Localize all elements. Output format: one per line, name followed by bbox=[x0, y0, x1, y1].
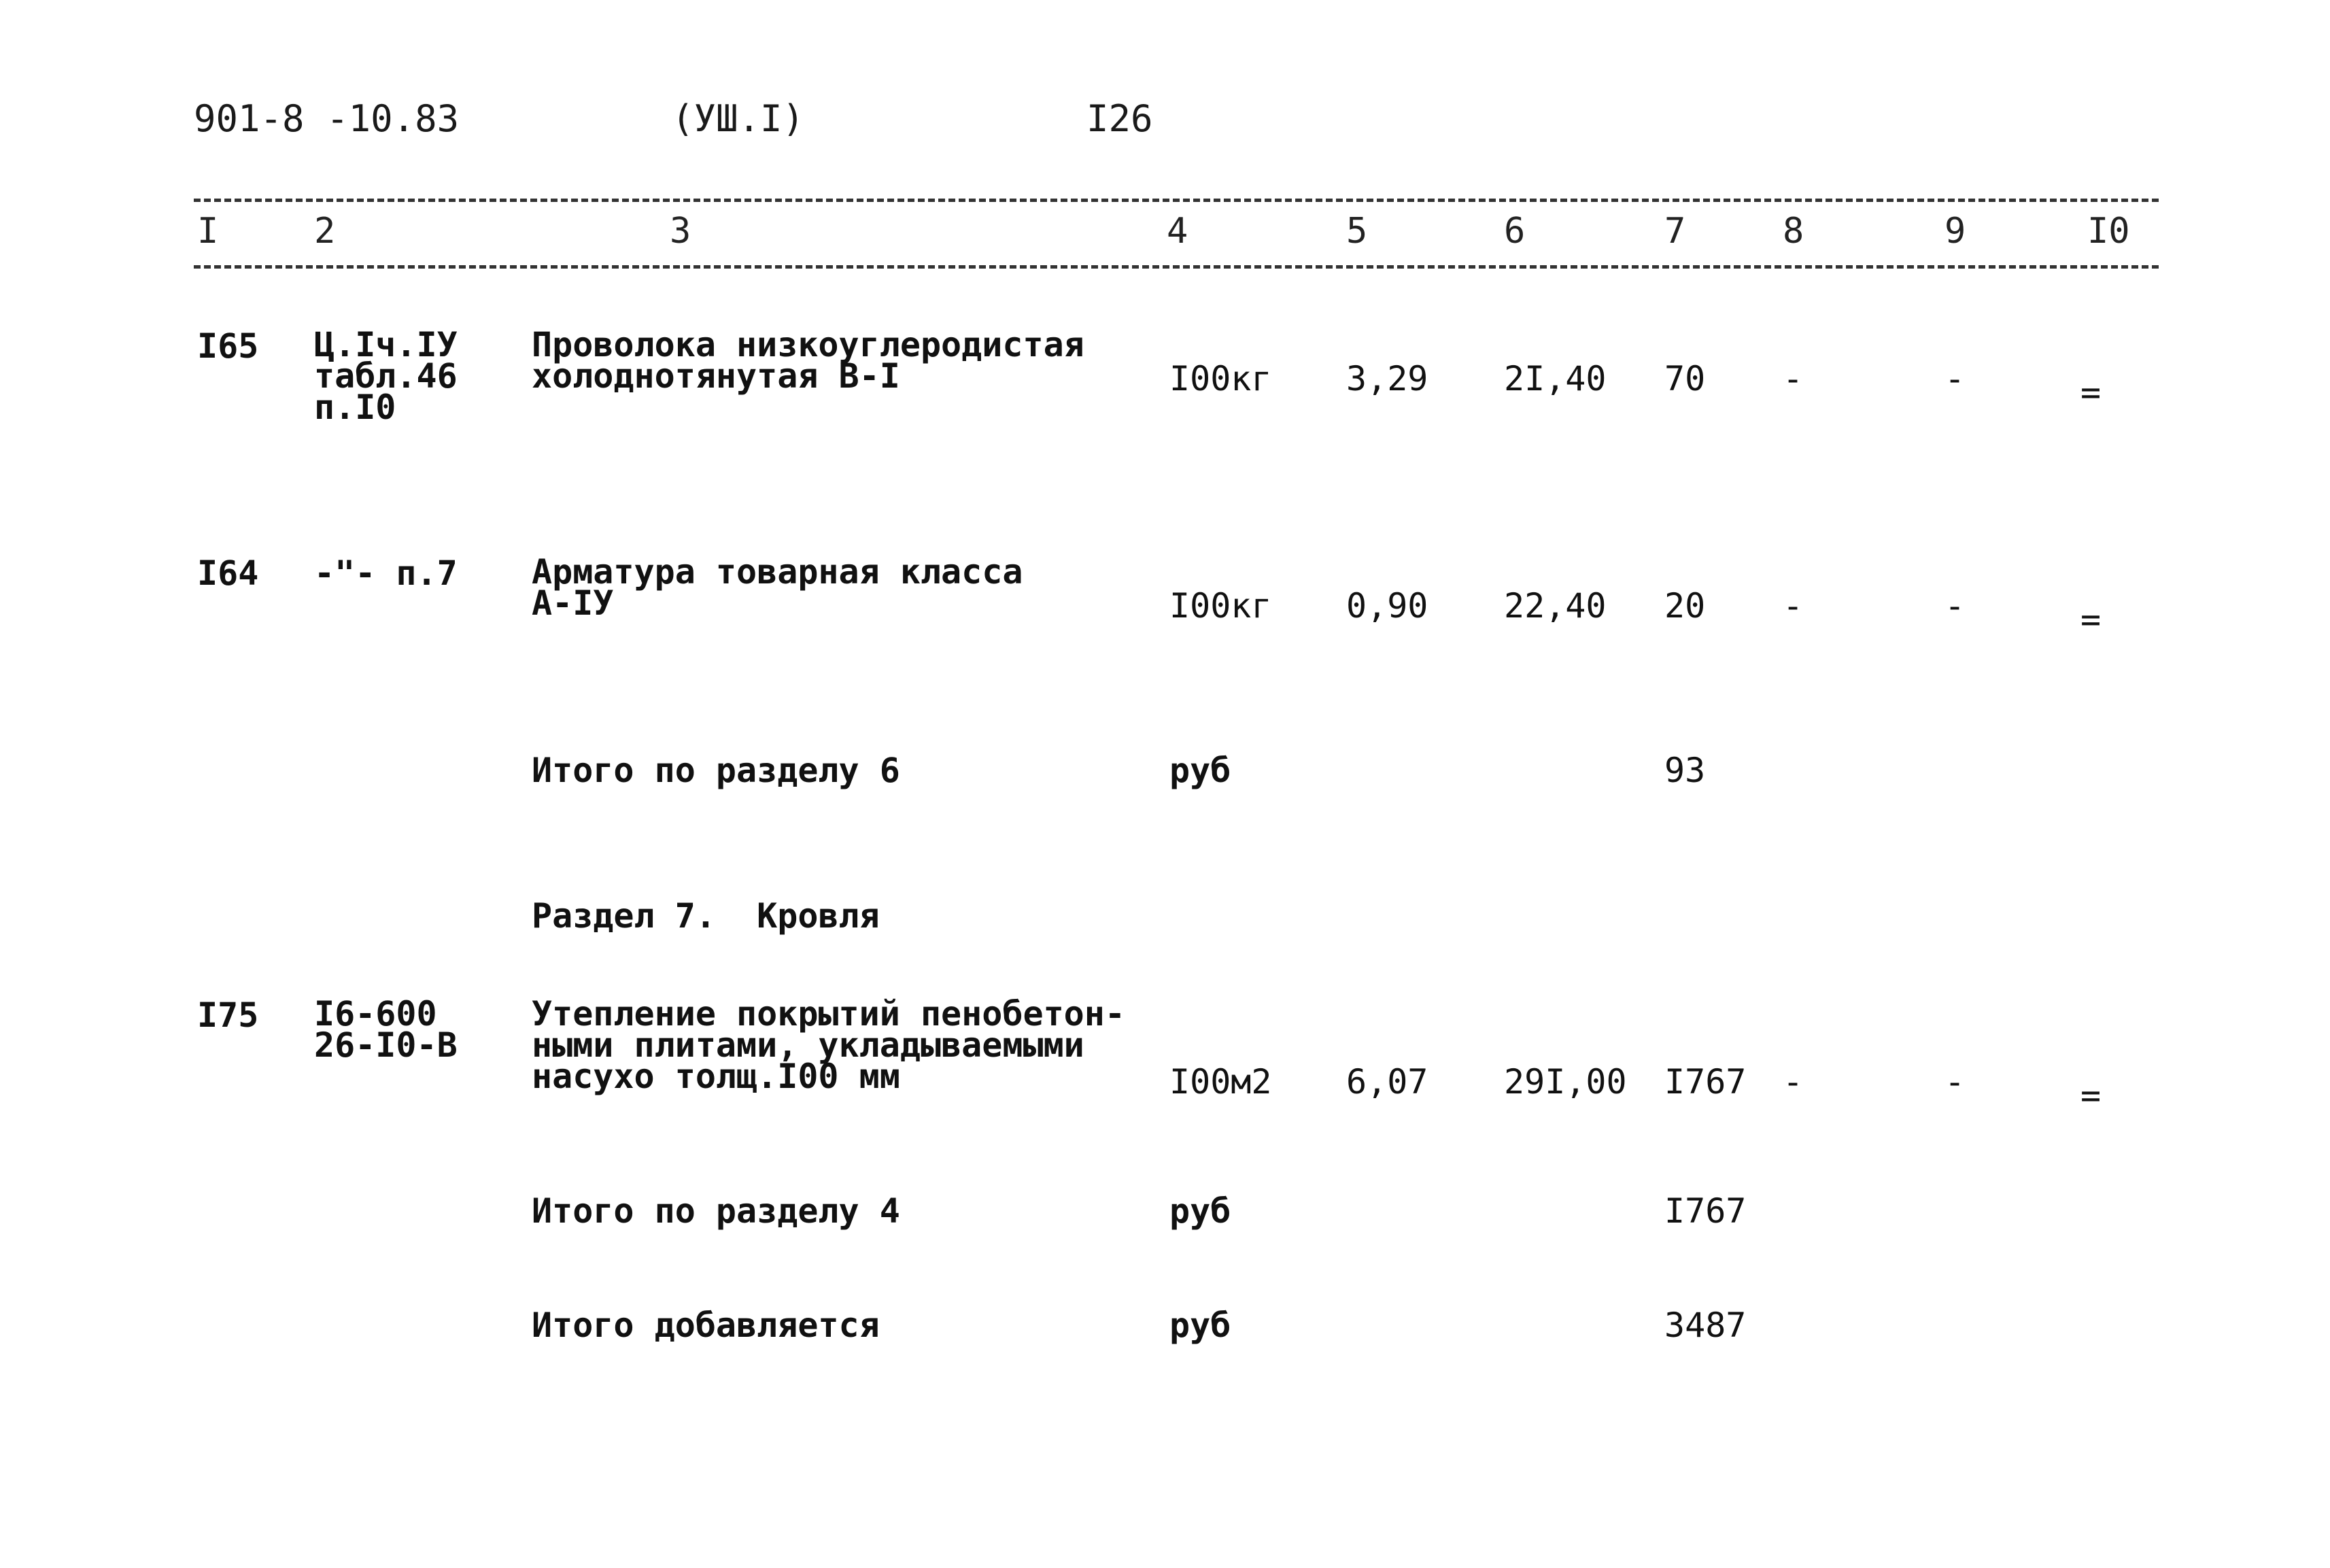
row-column-9: - bbox=[1944, 359, 1966, 398]
grand-total-unit: руб bbox=[1169, 1306, 1231, 1345]
row-quantity: 0,90 bbox=[1346, 586, 1428, 626]
column-header-2: 2 bbox=[314, 211, 336, 252]
grand-total-label: Итого добавляется bbox=[532, 1306, 880, 1345]
row-column-9: - bbox=[1944, 586, 1966, 626]
row-reference: -"- п.7 bbox=[314, 553, 458, 593]
row-column-8: - bbox=[1783, 359, 1804, 398]
document-code: 901-8 -10.83 bbox=[194, 97, 460, 140]
column-header-8: 8 bbox=[1783, 211, 1804, 252]
row-column-9: - bbox=[1944, 1062, 1966, 1102]
row-number: I64 bbox=[197, 553, 259, 593]
column-header-4: 4 bbox=[1167, 211, 1188, 252]
column-header-6: 6 bbox=[1504, 211, 1526, 252]
row-column-8: - bbox=[1783, 586, 1804, 626]
total-unit: руб bbox=[1169, 1191, 1231, 1231]
row-cost: 70 bbox=[1664, 359, 1706, 398]
row-unit: I00кг bbox=[1169, 359, 1272, 398]
row-column-10: = bbox=[2080, 373, 2102, 412]
header-bottom-rule bbox=[194, 265, 2159, 269]
row-cost: I767 bbox=[1664, 1062, 1747, 1102]
grand-total-cost: 3487 bbox=[1664, 1306, 1747, 1345]
row-unit: I00кг bbox=[1169, 586, 1272, 626]
row-number: I75 bbox=[197, 995, 259, 1035]
total-label: Итого по разделу 4 bbox=[532, 1191, 900, 1231]
row-reference: I6-600 26-I0-В bbox=[314, 994, 458, 1065]
total-unit: руб bbox=[1169, 751, 1231, 790]
total-label: Итого по разделу 6 bbox=[532, 751, 900, 790]
section-title: Раздел 7. Кровля bbox=[532, 896, 880, 936]
row-reference: Ц.Iч.IУ табл.46 п.I0 bbox=[314, 325, 458, 427]
row-column-10: = bbox=[2080, 1076, 2102, 1115]
row-description: Утепление покрытий пенобетон- ными плитами, укладываемыми насухо толщ.I00 мм bbox=[532, 994, 1125, 1096]
row-column-10: = bbox=[2080, 600, 2102, 639]
column-header-7: 7 bbox=[1664, 211, 1686, 252]
column-header-9: 9 bbox=[1944, 211, 1966, 252]
row-number: I65 bbox=[197, 326, 259, 366]
row-description: Проволока низкоуглеродистая холоднотянутая В-I bbox=[532, 325, 1084, 396]
column-header-10: I0 bbox=[2087, 211, 2130, 252]
row-unit-price: 29I,00 bbox=[1504, 1062, 1627, 1102]
header-top-rule bbox=[194, 199, 2159, 202]
column-header-1: I bbox=[197, 211, 219, 252]
row-cost: 20 bbox=[1664, 586, 1706, 626]
total-cost: I767 bbox=[1664, 1191, 1747, 1231]
column-header-5: 5 bbox=[1346, 211, 1368, 252]
page-number: I26 bbox=[1086, 97, 1153, 140]
row-unit-price: 22,40 bbox=[1504, 586, 1607, 626]
row-unit: I00м2 bbox=[1169, 1062, 1272, 1102]
section-code: (УШ.I) bbox=[672, 97, 805, 140]
row-quantity: 3,29 bbox=[1346, 359, 1428, 398]
row-column-8: - bbox=[1783, 1062, 1804, 1102]
row-unit-price: 2I,40 bbox=[1504, 359, 1607, 398]
total-cost: 93 bbox=[1664, 751, 1706, 790]
row-quantity: 6,07 bbox=[1346, 1062, 1428, 1102]
row-description: Арматура товарная класса А-IУ bbox=[532, 552, 1023, 623]
column-header-3: 3 bbox=[670, 211, 691, 252]
